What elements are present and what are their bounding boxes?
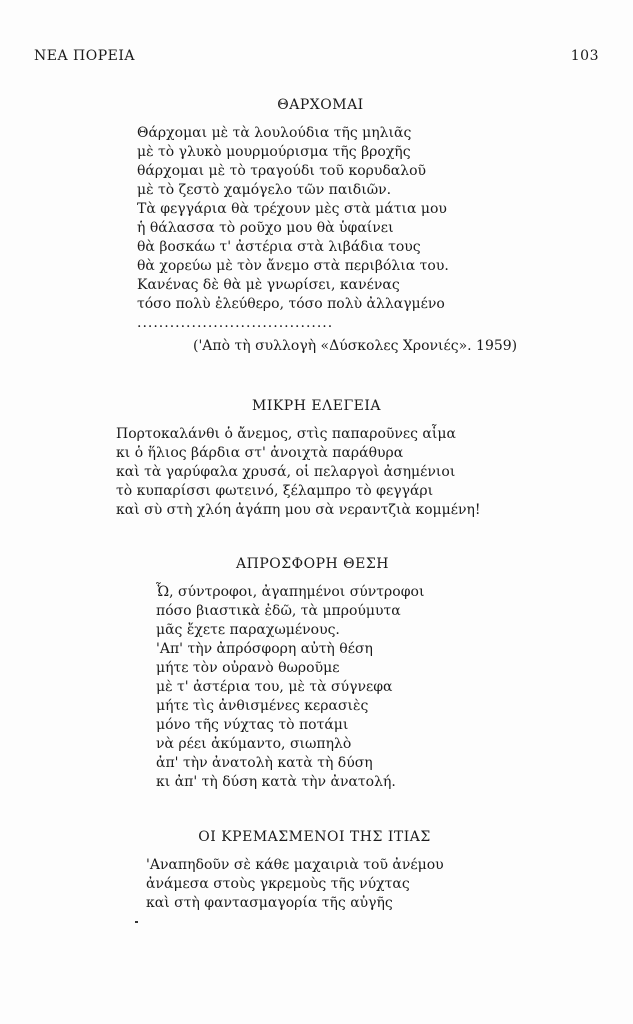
- poem-body: [116, 425, 481, 520]
- poem-line: μόνο τῆς νύχτας τὸ ποτάμι: [156, 717, 349, 733]
- poem-line: πόσο βιαστικὰ ἐδῶ, τὰ μπρούμυτα: [156, 603, 401, 619]
- poem-line: καὶ στὴ φαντασμαγορία τῆς αὐγῆς: [146, 895, 393, 911]
- poem-body: [137, 124, 449, 333]
- journal-title: ΝΕΑ ΠΟΡΕΙΑ: [34, 48, 135, 64]
- poem-line: καὶ σὺ στὴ χλόη ἀγάπη μου σὰ νεραντζιὰ κομμένη!: [116, 502, 481, 518]
- poem-line: μᾶς ἔχετε παραχωμένους.: [156, 622, 340, 638]
- page-number: 103: [570, 48, 599, 64]
- poem-body: [146, 856, 444, 913]
- poem-line: 'Αναπηδοῦν σὲ κάθε μαχαιριὰ τοῦ ἀνέμου: [146, 857, 444, 873]
- poem-line: θὰ χορεύω μὲ τὸν ἄνεμο στὰ περιβόλια του.: [137, 258, 449, 274]
- poem-line: κι ἀπ' τὴ δύση κατὰ τὴν ἀνατολή.: [156, 774, 396, 790]
- poem-line: Ὦ, σύντροφοι, ἀγαπημένοι σύντροφοι: [156, 584, 425, 600]
- poem-line: νὰ ρέει ἀκύμαντο, σιωπηλὸ: [156, 736, 352, 752]
- poem-line: μὲ τὸ γλυκὸ μουρμούρισμα τῆς βροχῆς: [137, 144, 411, 160]
- source-citation: ('Απὸ τὴ συλλογὴ «Δύσκολες Χρονιές». 1959): [193, 338, 518, 354]
- poem-line: θάρχομαι μὲ τὸ τραγούδι τοῦ κορυδαλοῦ: [137, 163, 427, 179]
- poem-line: ἀνάμεσα στοὺς γκρεμοὺς τῆς νύχτας: [146, 876, 410, 892]
- poem-line: Κανένας δὲ θὰ μὲ γνωρίσει, κανένας: [137, 277, 400, 293]
- poem-line: μὲ τ' ἀστέρια του, μὲ τὰ σύγνεφα: [156, 679, 393, 695]
- poem-line: θὰ βοσκάω τ' ἀστέρια στὰ λιβάδια τους: [137, 239, 421, 255]
- poem-title: ΟΙ ΚΡΕΜΑΣΜΕΝΟΙ ΤΗΣ ΙΤΙΑΣ: [198, 829, 431, 845]
- poem-line: τόσο πολὺ ἐλεύθερο, τόσο πολὺ ἀλλαγμένο: [137, 296, 445, 312]
- poem-line: μήτε τὶς ἀνθισμένες κερασιὲς: [156, 698, 369, 714]
- poem-title: ΘΑΡΧΟΜΑΙ: [277, 97, 364, 113]
- poem-line: Θάρχομαι μὲ τὰ λουλούδια τῆς μηλιᾶς: [137, 125, 412, 141]
- ellipsis-dots: ....................................: [137, 315, 334, 331]
- stray-mark: [135, 921, 138, 923]
- poem-body: [156, 583, 424, 792]
- poem-line: Πορτοκαλάνθι ὁ ἄνεμος, στὶς παπαροῦνες αἷμα: [116, 426, 456, 442]
- poem-line: ἀπ' τὴν ἀνατολὴ κατὰ τὴ δύση: [156, 755, 373, 771]
- poem-line: μήτε τὸν οὐρανὸ θωροῦμε: [156, 660, 340, 676]
- poem-line: τὸ κυπαρίσσι φωτεινό, ξέλαμπρο τὸ φεγγάρι: [116, 483, 434, 499]
- poem-title: ΑΠΡΟΣΦΟΡΗ ΘΕΣΗ: [236, 556, 389, 572]
- poem-line: Τὰ φεγγάρια θὰ τρέχουν μὲς στὰ μάτια μου: [137, 201, 447, 217]
- poem-title: ΜΙΚΡΗ ΕΛΕΓΕΙΑ: [251, 398, 382, 414]
- poem-line: καὶ τὰ γαρύφαλα χρυσά, οἱ πελαργοὶ ἀσημένιοι: [116, 464, 456, 480]
- poem-line: 'Απ' τὴν ἀπρόσφορη αὐτὴ θέση: [156, 641, 373, 657]
- poem-line: κι ὁ ἥλιος βάρδια στ' ἀνοιχτὰ παράθυρα: [116, 445, 404, 461]
- poem-line: μὲ τὸ ζεστὸ χαμόγελο τῶν παιδιῶν.: [137, 182, 392, 198]
- poem-line: ἡ θάλασσα τὸ ροῦχο μου θὰ ὑφαίνει: [137, 220, 394, 236]
